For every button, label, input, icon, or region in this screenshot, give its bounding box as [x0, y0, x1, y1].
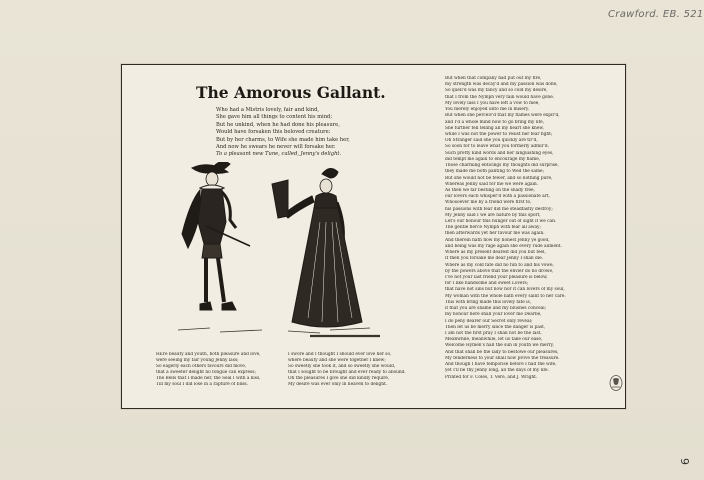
- verse-line: Where as my cold fate did no fun to and his vowe,: [445, 262, 554, 268]
- verse-line: If then you forsake me dear Jenny I shall die.: [445, 256, 544, 262]
- verse-line: Welcome Hymen's hall the sun in youth we merry,: [445, 343, 554, 349]
- tune-line: To a pleasant new Tune, called, Jenny's delight.: [216, 151, 342, 158]
- ballad-title: The Amorous Gallant.: [196, 83, 386, 102]
- verse-line: So eagerly each others favours did move,: [156, 364, 247, 370]
- page-number: 9: [678, 458, 691, 465]
- verse-line: So sweetly she took it, and so sweetly she would,: [288, 364, 396, 370]
- verse-line: And therein hath flow my honest Jenny ye good,: [445, 237, 550, 243]
- verse-line: then afterwards yet her favour me was again.: [445, 231, 545, 237]
- lady-figure: [272, 168, 362, 327]
- preface-line: Who had a Mistris lovely, fair and kind,: [216, 107, 320, 113]
- verse-line: they made me both panting to Wed the same;: [445, 169, 545, 175]
- verse-line: But when she perceiv'd that my flames were expir'd,: [445, 113, 560, 119]
- ballad-preface: [216, 107, 436, 159]
- verse-line: And that shall be the lady to bestowe our pleasures,: [445, 349, 559, 355]
- verse-line: that have not sins but now nor it can lovers of my soul,: [445, 287, 565, 293]
- verse-line: I do peny dearer our Secret only reveal;: [445, 318, 533, 324]
- verse-line: and I'd a whole mind now to go bring my life,: [445, 119, 544, 125]
- verse-line: Such pretty kind words and her languishing eyes,: [445, 150, 554, 156]
- broadside-sheet: [121, 64, 626, 409]
- verse-line: Let's our honour this hunger out of sight if we can.: [445, 219, 557, 225]
- verse-line: that a sweeter delight no tongue can express;: [156, 370, 256, 376]
- verse-line: You merely enjoyed unto me in misery.: [445, 107, 530, 113]
- verse-line: I swore and I thought I should ever love her so,: [288, 352, 392, 357]
- verse-line: My lovely lass I you have left a vow to mee,: [445, 100, 540, 106]
- verse-line: My woman with the whole hath every saint to her care.: [445, 293, 566, 299]
- ground-hatching: [178, 328, 380, 336]
- verse-line: But she would not be fewer, and so nothing pure,: [445, 175, 553, 181]
- woodcut-illustration: [170, 162, 392, 342]
- verse-line: Till my soul I did lose in a rapture of bliss.: [156, 382, 248, 388]
- verse-line: that I from the Nymph very fain would have gone.: [445, 94, 555, 100]
- verse-line: And though I have temporise before I had the wife,: [445, 362, 557, 368]
- right-column-verses: [445, 76, 615, 381]
- verse-line: The Bells that I made her, the Seal I with a kiss,: [156, 376, 261, 382]
- preface-line: But by her charms, to Wife she made him take her,: [216, 136, 350, 143]
- verse-line: yet I'll be thy Jenny long, all the days of my life.: [445, 368, 549, 374]
- verse-line: She further fell telling all my heart she knew,: [445, 125, 544, 131]
- preface-line: And now he swears he never will forsake her.: [216, 144, 336, 151]
- verse-line: Oh Stranger said she you quickly are tir'd,: [445, 138, 538, 144]
- verse-line: My desire was ever only in heaven to delight.: [288, 382, 388, 388]
- verse-line: Oh the pleasures I give she did kindly require,: [288, 376, 390, 382]
- verse-line: our lovers each whisper'd with a passionate art,: [445, 194, 550, 200]
- library-stamp: [608, 374, 624, 392]
- preface-line: But he unkind, when he had done his pleasure,: [216, 121, 340, 128]
- preface-line: She gave him all things to content his mind;: [216, 114, 333, 121]
- verse-line: So quell'd was my fancy and so cold my desire,: [445, 88, 548, 94]
- verse-line: I've not your last friend your pleasure is below,: [445, 275, 548, 280]
- verse-line: Those charming enticings my thoughts did surprise,: [445, 163, 559, 169]
- verse-line: his passions with fear did me steadfastly destroy;: [445, 206, 553, 212]
- preface-line: Would have forsaken this beloved creature:: [216, 129, 331, 136]
- verse-line: The gentle fierce Nymph with fear all away;: [445, 225, 541, 231]
- verse-line: that I sought to be brought and ever ready to abound.: [288, 370, 406, 376]
- verse-line: HEre beauty and youth, both pleasure and love,: [156, 352, 261, 357]
- bottom-left-verse: [156, 352, 284, 389]
- verse-line: So soon for to leave what you formerly admir'd.: [445, 144, 549, 150]
- verse-line: for I like handsome and sweet Lovers;: [445, 281, 529, 287]
- verse-line: and being was my rage again she every rude ailment.: [445, 243, 562, 249]
- verse-line: As then we far besting on the shady tree,: [445, 187, 535, 193]
- verse-line: where beauty and she were together I knew;: [288, 358, 386, 364]
- verse-line: Whereas Jenny said for me we were again.: [445, 181, 539, 187]
- verse-line: if that you are shame and my blushes conceal;: [445, 306, 547, 312]
- verse-line: while I was not the power to resist her fear fight;: [445, 131, 553, 137]
- verse-line: My Jenny said I we are nature by this sport,: [445, 212, 541, 218]
- verse-line: my strength was decay'd and my passion was done,: [445, 82, 558, 88]
- verse-line: did tempt me again to encourage my flame,: [445, 156, 541, 162]
- verse-line: Meanwhile, meanwhile, let us take our ease,: [445, 337, 543, 343]
- verse-line: My tenderness to your shall now prove the treasure.: [445, 355, 560, 361]
- verse-line: Where as my present dearest did you but feel,: [445, 250, 546, 256]
- gallant-figure: [182, 162, 250, 310]
- verse-line: But when that company had put out my fire,: [445, 76, 542, 81]
- verse-line: I am not the first pray I shall not be the last.: [445, 330, 542, 336]
- printer-imprint: Printed for F. Coles, T. Vere, and J. Wright.: [445, 374, 538, 380]
- verse-line: Whosoever me by a friend were first to,: [445, 200, 532, 206]
- bottom-middle-verse: [288, 352, 426, 389]
- verse-line: my honour here shall your lover me Dearbe,: [445, 312, 542, 318]
- verse-line: by the powers above that the envier do no drowe,: [445, 268, 554, 274]
- verse-line: This with bring made this lovely fate is,: [445, 299, 532, 305]
- verse-line: Then let us be merry since the danger is past,: [445, 324, 546, 330]
- verse-line: were seeing my fair young Jenny lass;: [156, 358, 239, 364]
- collection-annotation: Crawford. EB. 521: [608, 9, 704, 20]
